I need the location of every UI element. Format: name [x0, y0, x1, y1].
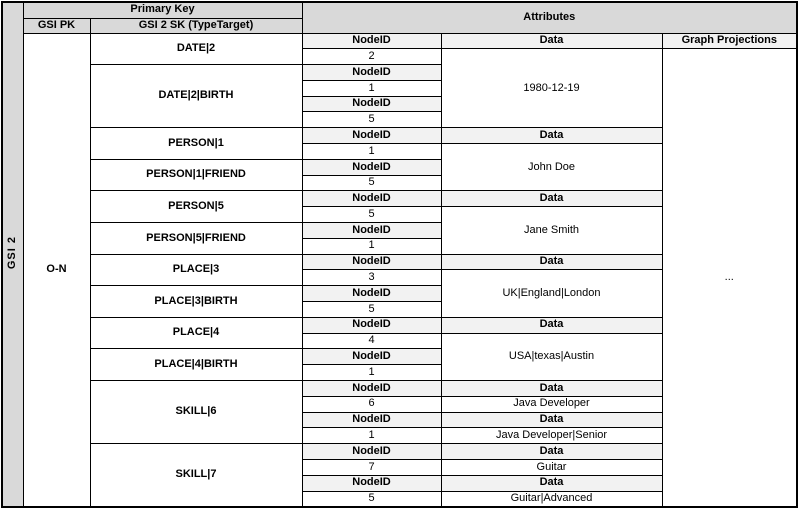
nodeid-value-cell: 1 [302, 238, 441, 254]
data-subheader: Data [441, 444, 662, 460]
nodeid-subheader: NodeID [302, 223, 441, 239]
nodeid-value-cell: 5 [302, 302, 441, 318]
nodeid-subheader: NodeID [302, 96, 441, 112]
sk-cell: PLACE|4 [90, 317, 302, 349]
sk-cell: PLACE|4|BIRTH [90, 349, 302, 381]
nodeid-subheader: NodeID [302, 159, 441, 175]
nodeid-value-cell: 4 [302, 333, 441, 349]
primary-key-header: Primary Key [23, 2, 302, 18]
sk-cell: DATE|2|BIRTH [90, 65, 302, 128]
data-value-cell: Java Developer [441, 396, 662, 412]
sk-cell: SKILL|6 [90, 381, 302, 444]
sk-cell: PERSON|1 [90, 128, 302, 160]
sk-cell: PERSON|5 [90, 191, 302, 223]
data-value-cell: Guitar|Advanced [441, 491, 662, 507]
nodeid-subheader: NodeID [302, 412, 441, 428]
gsi2-index-table [1, 1, 798, 508]
data-subheader: Data [441, 191, 662, 207]
gsi-index-label: GSI 2 [5, 236, 18, 270]
data-subheader: Data [441, 412, 662, 428]
nodeid-value-cell: 2 [302, 49, 441, 65]
nodeid-value-cell: 1 [302, 428, 441, 444]
sk-cell: PERSON|1|FRIEND [90, 159, 302, 191]
nodeid-value-cell: 5 [302, 175, 441, 191]
nodeid-value-cell: 1 [302, 365, 441, 381]
nodeid-value-cell: 1 [302, 144, 441, 160]
graph-projections-column-header: Graph Projections [662, 33, 797, 49]
gsi-index-label-cell [2, 2, 23, 507]
nodeid-subheader: NodeID [302, 254, 441, 270]
data-value-cell: Guitar [441, 460, 662, 476]
sk-cell: SKILL|7 [90, 444, 302, 507]
nodeid-value-cell: 6 [302, 396, 441, 412]
sk-cell: PLACE|3|BIRTH [90, 286, 302, 318]
nodeid-subheader: NodeID [302, 65, 441, 81]
nodeid-value-cell: 1 [302, 80, 441, 96]
nodeid-subheader: NodeID [302, 444, 441, 460]
nodeid-value-cell: 5 [302, 491, 441, 507]
sk-cell: PLACE|3 [90, 254, 302, 286]
data-value-cell: Jane Smith [441, 207, 662, 254]
data-subheader: Data [441, 475, 662, 491]
gsi-sk-header: GSI 2 SK (TypeTarget) [90, 18, 302, 33]
nodeid-value-cell: 3 [302, 270, 441, 286]
sk-cell: PERSON|5|FRIEND [90, 223, 302, 255]
data-value-cell: UK|England|London [441, 270, 662, 317]
data-subheader: Data [441, 317, 662, 333]
data-value-cell: USA|texas|Austin [441, 333, 662, 380]
data-subheader: Data [441, 128, 662, 144]
gsi-pk-value-cell: O-N [23, 33, 90, 507]
data-value-cell: John Doe [441, 144, 662, 191]
data-value-cell: Java Developer|Senior [441, 428, 662, 444]
graph-projections-value-cell: ... [662, 49, 797, 507]
data-subheader: Data [441, 381, 662, 397]
gsi-pk-header: GSI PK [23, 18, 90, 33]
data-column-header: Data [441, 33, 662, 49]
nodeid-value-cell: 7 [302, 460, 441, 476]
attributes-header: Attributes [302, 2, 797, 33]
nodeid-subheader: NodeID [302, 286, 441, 302]
data-value-cell: 1980-12-19 [441, 49, 662, 128]
nodeid-subheader: NodeID [302, 317, 441, 333]
sk-cell: DATE|2 [90, 33, 302, 65]
nodeid-subheader: NodeID [302, 128, 441, 144]
nodeid-column-header: NodeID [302, 33, 441, 49]
nodeid-value-cell: 5 [302, 207, 441, 223]
nodeid-subheader: NodeID [302, 349, 441, 365]
nodeid-subheader: NodeID [302, 191, 441, 207]
nodeid-subheader: NodeID [302, 475, 441, 491]
nodeid-subheader: NodeID [302, 381, 441, 397]
nodeid-value-cell: 5 [302, 112, 441, 128]
data-subheader: Data [441, 254, 662, 270]
